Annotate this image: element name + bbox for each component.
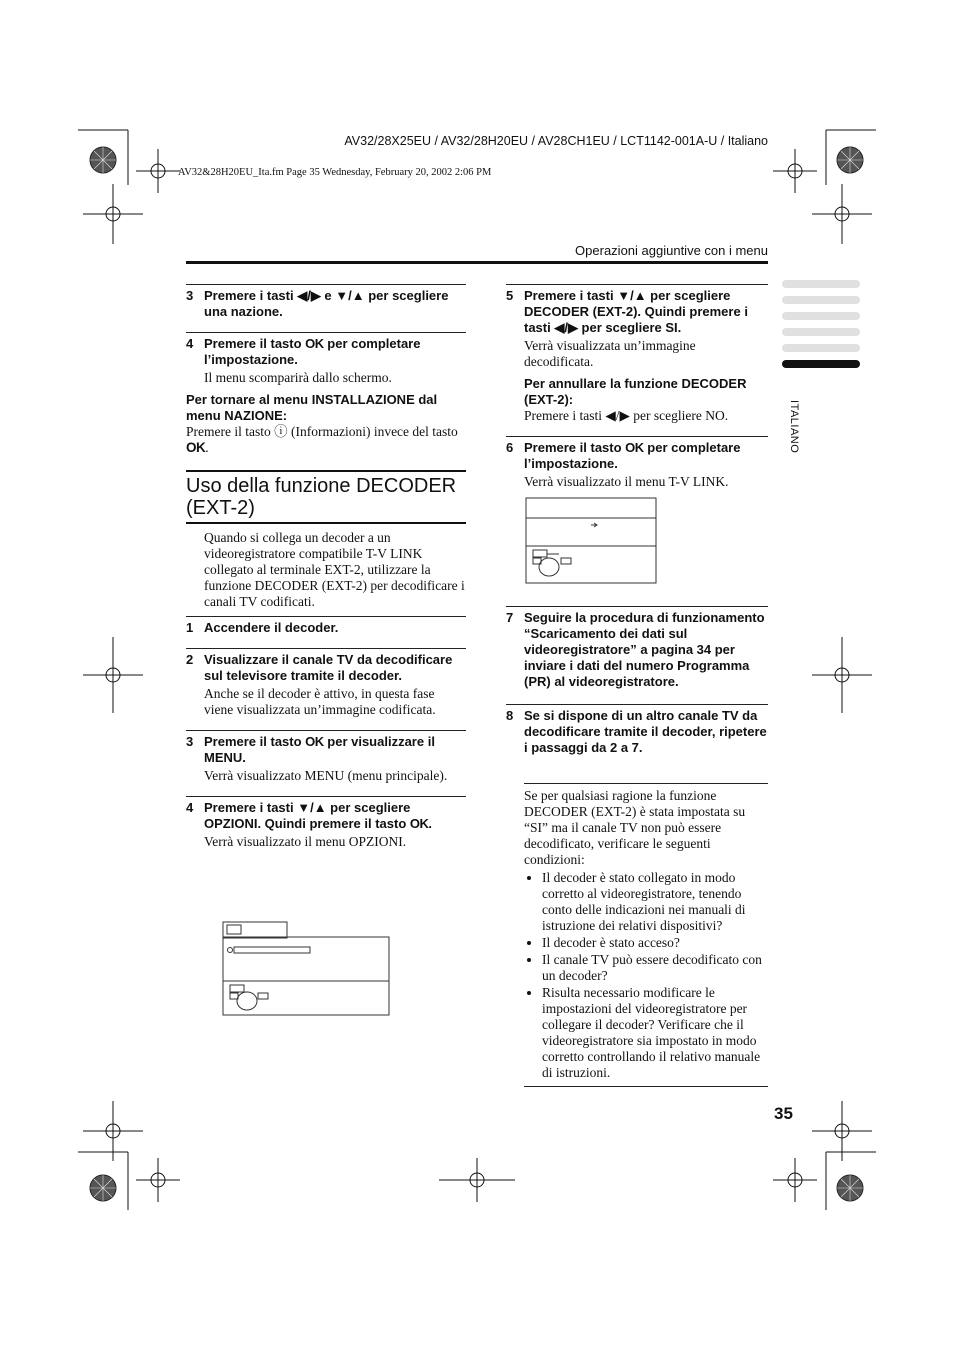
- step-number: 4: [186, 800, 194, 815]
- return-note-heading: Per tornare al menu INSTALLAZIONE dal menu NAZIONE:: [186, 392, 438, 423]
- section-heading: Uso della funzione DECODER (EXT-2): [186, 470, 466, 524]
- list-item: • Il canale TV può essere decodificato con un decoder?: [542, 952, 768, 984]
- intro-paragraph: Quando si collega un decoder a un videoregistratore compatibile T-V LINK collegato al terminale EXT-2, utilizzare la funzione DECODER (EXT-2) per decodificare i canali TV codificati.: [204, 530, 465, 609]
- condition-list: [524, 870, 768, 1081]
- step-title: Seguire la procedura di funzionamento “Scaricamento dei dati sul videoregistratore” a pagina 34 per inviare i dati del numero Programma (PR) al videoregistratore.: [524, 610, 765, 689]
- return-note-text: Premere il tasto ⓘ (Informazioni) invece del tasto OK.: [186, 424, 458, 455]
- file-info-line: AV32&28H20EU_Ita.fm Page 35 Wednesday, February 20, 2002 2:06 PM: [178, 167, 492, 178]
- step-number: 6: [506, 440, 514, 455]
- step-title: Premere i tasti ▼/▲ per scegliere DECODER (EXT-2). Quindi premere i tasti ◀/▶ per scegliere SI.: [524, 288, 748, 335]
- step-2-display-channel: [186, 648, 466, 726]
- step-3-select-country: [186, 284, 466, 328]
- step-number: 2: [186, 652, 194, 667]
- step-4-choose-options: [186, 796, 466, 858]
- step-4-complete-setting: [186, 332, 466, 464]
- step-description: Verrà visualizzato il menu OPZIONI.: [204, 834, 407, 849]
- chapter-tab: [782, 328, 860, 336]
- step-5-choose-decoder: [506, 284, 768, 432]
- step-number: 8: [506, 708, 514, 723]
- language-tab-label: ITALIANO: [788, 400, 800, 454]
- step-6-complete-setting: [506, 436, 768, 498]
- document-model-header: AV32/28X25EU / AV32/28H20EU / AV28CH1EU / LCT1142-001A-U / Italiano: [344, 134, 768, 148]
- troubleshooting-note: [524, 783, 768, 1087]
- step-8-repeat-steps: [506, 704, 768, 764]
- step-description: Verrà visualizzato MENU (menu principale).: [204, 768, 448, 783]
- step-title: Se si dispone di un altro canale TV da decodificare tramite il decoder, ripetere i passaggi da 2 a 7.: [524, 708, 767, 755]
- right-column-lower: [506, 606, 768, 764]
- step-number: 4: [186, 336, 194, 351]
- chapter-tabs: [782, 280, 860, 376]
- note-intro: Se per qualsiasi ragione la funzione DECODER (EXT-2) è stata impostata su “SI” ma il canale TV non può essere decodificato, verificare le seguenti condizioni:: [524, 788, 746, 867]
- step-number: 3: [186, 734, 194, 749]
- step-title: Premere i tasti ◀/▶ e ▼/▲ per scegliere una nazione.: [204, 288, 449, 319]
- list-item: • Il decoder è stato collegato in modo corretto al videoregistratore, tenendo conto delle indicazioni nei manuali di istruzione dei relativi dispositivi?: [542, 870, 768, 934]
- page-number: 35: [774, 1104, 793, 1123]
- chapter-tab: [782, 312, 860, 320]
- step-description: Anche se il decoder è attivo, in questa fase viene visualizzata un’immagine codificata.: [204, 686, 436, 717]
- tv-link-menu-illustration: [525, 497, 657, 585]
- step-title: Premere il tasto OK per completare l’impostazione.: [204, 336, 421, 367]
- right-column: [506, 284, 768, 498]
- cancel-note-heading: Per annullare la funzione DECODER (EXT-2):: [524, 376, 747, 407]
- step-title: Premere il tasto OK per completare l’impostazione.: [524, 440, 741, 471]
- step-7-download-data: [506, 606, 768, 698]
- list-item: • Il decoder è stato acceso?: [542, 935, 768, 951]
- step-number: 1: [186, 620, 194, 635]
- step-3-display-menu: [186, 730, 466, 792]
- chapter-tab-active: [782, 360, 860, 368]
- cancel-note-text: Premere i tasti ◀/▶ per scegliere NO.: [524, 408, 729, 423]
- step-title: Premere i tasti ▼/▲ per scegliere OPZIONI. Quindi premere il tasto OK.: [204, 800, 432, 831]
- ok-button-glyph: OK: [409, 816, 429, 831]
- step-description: Il menu scomparirà dallo schermo.: [204, 370, 392, 385]
- chapter-tab: [782, 344, 860, 352]
- step-title: Premere il tasto OK per visualizzare il MENU.: [204, 734, 435, 765]
- step-description: Verrà visualizzata un’immagine decodificata.: [524, 338, 696, 369]
- left-column: [186, 284, 466, 858]
- step-number: 5: [506, 288, 514, 303]
- chapter-tab: [782, 280, 860, 288]
- list-item: • Risulta necessario modificare le impostazioni del videoregistratore per collegare il decoder? Verificare che il videoregistratore sia impostato in modo corretto controllando il relativo manuale di istruzioni.: [542, 985, 768, 1081]
- step-number: 7: [506, 610, 514, 625]
- ok-button-glyph: OK: [305, 734, 324, 749]
- chapter-tab: [782, 296, 860, 304]
- ok-button-glyph: OK: [186, 440, 206, 455]
- ok-button-glyph: OK: [625, 440, 644, 455]
- ok-button-glyph: OK: [305, 336, 324, 351]
- step-1-turn-on-decoder: [186, 616, 466, 644]
- step-number: 3: [186, 288, 194, 303]
- step-title: Accendere il decoder.: [204, 620, 339, 635]
- step-title: Visualizzare il canale TV da decodificare sul televisore tramite il decoder.: [204, 652, 453, 683]
- step-description: Verrà visualizzato il menu T-V LINK.: [524, 474, 729, 489]
- options-menu-illustration: [222, 921, 390, 1017]
- section-title: Operazioni aggiuntive con i menu: [575, 243, 768, 258]
